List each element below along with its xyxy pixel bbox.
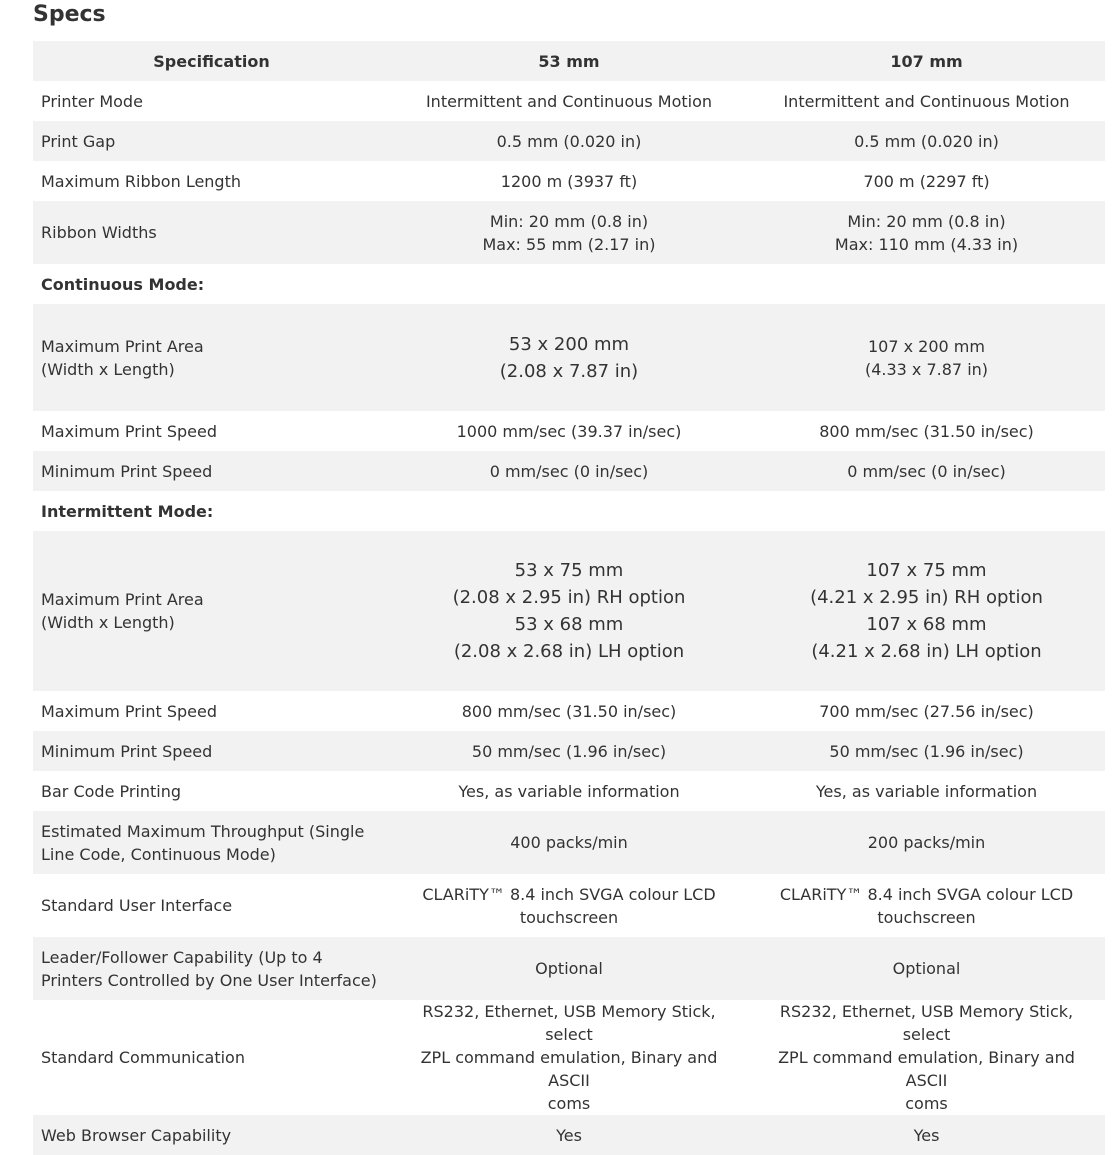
header-specification: Specification [33, 41, 390, 81]
row-value-107mm [748, 304, 1105, 411]
section-row [33, 491, 1105, 531]
value-line: ZPL command emulation, Binary and ASCII [420, 1048, 718, 1090]
row-label: Minimum Print Speed [33, 451, 390, 491]
value-line: CLARiTY™ 8.4 inch SVGA colour LCD [422, 884, 716, 904]
label-line: Leader/Follower Capability (Up to 4 [41, 947, 323, 967]
value-line: CLARiTY™ 8.4 inch SVGA colour LCD [779, 884, 1074, 904]
value-line: touchscreen [877, 907, 976, 927]
value-line: Max: 55 mm (2.17 in) [482, 234, 656, 254]
value-line: ZPL command emulation, Binary and ASCII [778, 1048, 1075, 1090]
value-line: (2.08 x 7.87 in) [499, 360, 639, 382]
row-value-53mm: 50 mm/sec (1.96 in/sec) [390, 731, 748, 771]
table-row [33, 121, 1105, 161]
label-line: Maximum Print Area [41, 590, 204, 609]
table-row [33, 1000, 1105, 1115]
value-line: (2.08 x 2.68 in) LH option [453, 641, 685, 662]
header-53mm: 53 mm [390, 41, 748, 81]
table-header-row [33, 41, 1105, 81]
row-label [33, 811, 390, 874]
row-value-53mm: Yes, as variable information [458, 781, 680, 801]
row-value-107mm: Yes, as variable information [815, 781, 1038, 801]
row-label: Maximum Print Speed [41, 701, 217, 721]
value-line: 107 x 75 mm [866, 560, 987, 581]
row-value-53mm: Yes [390, 1115, 748, 1155]
table-row [33, 201, 1105, 264]
table-row [33, 161, 1105, 201]
row-value-107mm: 0.5 mm (0.020 in) [748, 121, 1105, 161]
row-label: Web Browser Capability [33, 1115, 390, 1155]
specs-table [33, 41, 1105, 1155]
row-value-53mm [390, 531, 748, 691]
value-line: RS232, Ethernet, USB Memory Stick, select [779, 1002, 1074, 1044]
row-value-53mm: 0.5 mm (0.020 in) [390, 121, 748, 161]
row-value-107mm: 200 packs/min [748, 811, 1105, 874]
table-row [33, 81, 1105, 121]
label-line: Printers Controlled by One User Interface) [41, 970, 377, 990]
row-value-53mm: 1200 m (3937 ft) [500, 171, 638, 191]
row-value-107mm [748, 1000, 1105, 1115]
row-value-107mm: 800 mm/sec (31.50 in/sec) [819, 421, 1034, 441]
section-row [33, 264, 1105, 304]
value-line: 107 x 200 mm [868, 336, 985, 356]
table-row [33, 451, 1105, 491]
row-label: Standard Communication [41, 1048, 245, 1067]
table-row [33, 937, 1105, 1000]
row-label [33, 304, 390, 411]
value-line: RS232, Ethernet, USB Memory Stick, select [422, 1002, 716, 1044]
table-row [33, 531, 1105, 691]
label-line: Estimated Maximum Throughput (Single [41, 821, 365, 841]
row-value-107mm [748, 201, 1105, 264]
row-value-53mm: Intermittent and Continuous Motion [425, 91, 713, 111]
value-line: Min: 20 mm (0.8 in) [489, 211, 649, 231]
row-value-53mm: 0 mm/sec (0 in/sec) [390, 451, 748, 491]
row-value-107mm [748, 874, 1105, 937]
page-title: Specs [33, 2, 106, 27]
row-label: Ribbon Widths [33, 201, 390, 264]
row-label: Bar Code Printing [41, 781, 182, 801]
header-107mm: 107 mm [748, 41, 1105, 81]
row-value-53mm: 1000 mm/sec (39.37 in/sec) [456, 421, 682, 441]
table-row [33, 731, 1105, 771]
value-line: 107 x 68 mm [866, 614, 987, 635]
row-value-107mm: 50 mm/sec (1.96 in/sec) [748, 731, 1105, 771]
value-line: 53 x 200 mm [508, 333, 630, 355]
table-row [33, 691, 1105, 731]
table-row [33, 771, 1105, 811]
row-label [33, 937, 390, 1000]
row-value-107mm: 0 mm/sec (0 in/sec) [748, 451, 1105, 491]
row-label: Maximum Ribbon Length [41, 171, 241, 191]
section-heading-intermittent: Intermittent Mode: [41, 501, 214, 521]
value-line: coms [547, 1094, 591, 1113]
table-row [33, 1115, 1105, 1155]
row-value-53mm [390, 201, 748, 264]
value-line: 53 x 68 mm [514, 614, 624, 635]
value-line: touchscreen [519, 907, 619, 927]
row-value-107mm: 700 mm/sec (27.56 in/sec) [819, 701, 1034, 721]
row-label: Minimum Print Speed [33, 731, 390, 771]
table-row [33, 411, 1105, 451]
row-value-53mm: Optional [390, 937, 748, 1000]
row-label: Printer Mode [41, 91, 143, 111]
value-line: (2.08 x 2.95 in) RH option [452, 587, 686, 608]
value-line: Max: 110 mm (4.33 in) [834, 234, 1019, 254]
row-label: Maximum Print Speed [41, 421, 217, 441]
value-line: Min: 20 mm (0.8 in) [847, 211, 1006, 231]
row-value-107mm: 700 m (2297 ft) [863, 171, 990, 191]
row-label [33, 531, 390, 691]
section-heading-continuous: Continuous Mode: [41, 274, 205, 294]
table-row [33, 874, 1105, 937]
row-value-107mm [748, 531, 1105, 691]
table-row [33, 811, 1105, 874]
table-row [33, 304, 1105, 411]
value-line: (4.21 x 2.95 in) RH option [810, 587, 1043, 608]
row-value-107mm: Optional [748, 937, 1105, 1000]
row-value-53mm: 800 mm/sec (31.50 in/sec) [461, 701, 677, 721]
row-label: Print Gap [33, 121, 390, 161]
row-value-53mm [390, 874, 748, 937]
row-value-53mm [390, 304, 748, 411]
label-line: Line Code, Continuous Mode) [41, 844, 276, 864]
label-line: (Width x Length) [41, 613, 175, 632]
row-value-107mm: Intermittent and Continuous Motion [783, 91, 1070, 111]
value-line: (4.21 x 2.68 in) LH option [811, 641, 1042, 662]
row-label: Standard User Interface [41, 896, 233, 915]
value-line: 53 x 75 mm [514, 560, 624, 581]
label-line: (Width x Length) [41, 359, 175, 379]
row-value-53mm: 400 packs/min [390, 811, 748, 874]
label-line: Maximum Print Area [41, 336, 204, 356]
value-line: (4.33 x 7.87 in) [864, 359, 989, 379]
row-value-107mm: Yes [748, 1115, 1105, 1155]
row-value-53mm [390, 1000, 748, 1115]
value-line: coms [905, 1094, 948, 1113]
